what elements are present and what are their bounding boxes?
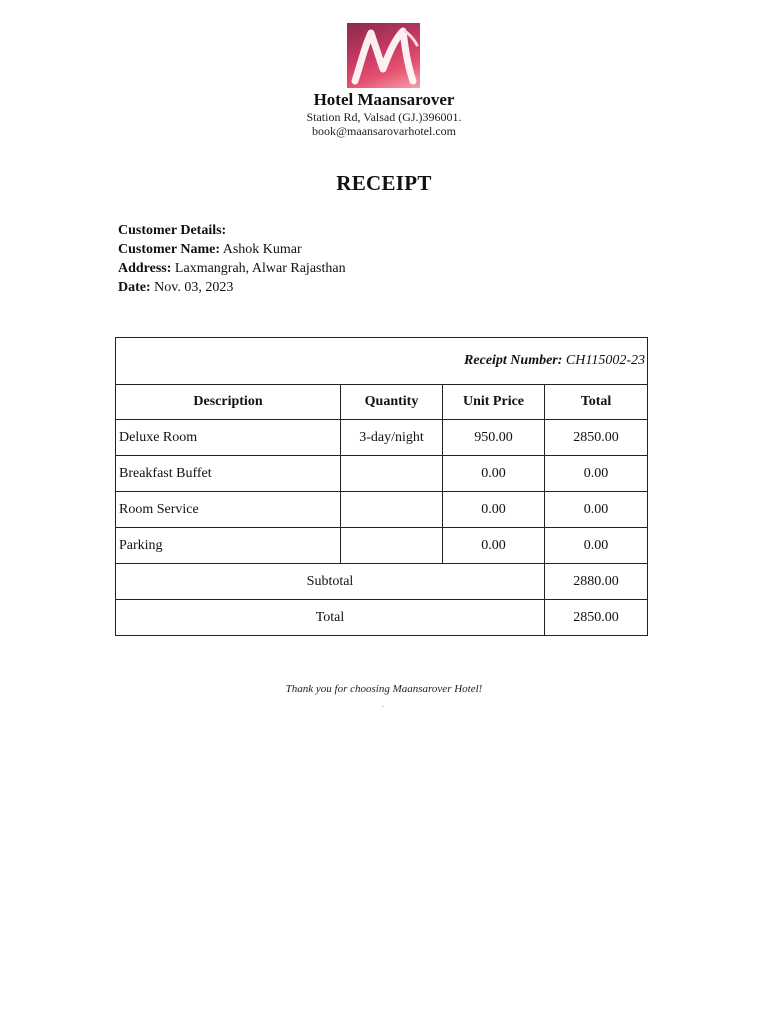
item-quantity: 3-day/night [341, 420, 443, 456]
total-row [116, 600, 648, 636]
receipt-number-cell [116, 338, 648, 385]
item-quantity [341, 528, 443, 564]
column-header-description: Description [116, 385, 341, 420]
item-quantity [341, 456, 443, 492]
receipt-number: CH115002-23 [565, 353, 645, 368]
item-total: 0.00 [545, 456, 648, 492]
customer-details [118, 221, 346, 297]
date-label: Date: [118, 280, 151, 295]
receipt-table [115, 337, 648, 636]
customer-name-label: Customer Name: [118, 242, 220, 257]
total-value: 2850.00 [545, 600, 648, 636]
column-header-unit-price: Unit Price [443, 385, 545, 420]
logo-m-icon [347, 23, 420, 88]
page-title: RECEIPT [336, 171, 432, 195]
subtotal-value: 2880.00 [545, 564, 648, 600]
thank-you-note: Thank you for choosing Maansarover Hotel! [285, 683, 483, 695]
table-row [116, 528, 648, 564]
table-row [116, 456, 648, 492]
hotel-address: Station Rd, Valsad (GJ.)396001. [306, 110, 462, 124]
item-unit-price: 950.00 [443, 420, 545, 456]
customer-details-heading: Customer Details: [118, 223, 227, 238]
customer-name: Ashok Kumar [222, 242, 302, 257]
item-description: Deluxe Room [116, 420, 341, 456]
hotel-email: book@maansarovarhotel.com [311, 124, 456, 138]
item-description: Room Service [116, 492, 341, 528]
item-total: 0.00 [545, 492, 648, 528]
subtotal-label: Subtotal [116, 564, 545, 600]
customer-address-label: Address: [118, 261, 172, 276]
hotel-name: Hotel Maansarover [313, 90, 455, 109]
table-row [116, 420, 648, 456]
item-description: Breakfast Buffet [116, 456, 341, 492]
receipt-date: Nov. 03, 2023 [154, 280, 234, 295]
hotel-logo [347, 23, 420, 88]
receipt-number-label: Receipt Number: [464, 353, 563, 368]
item-unit-price: 0.00 [443, 456, 545, 492]
item-total: 0.00 [545, 528, 648, 564]
total-label: Total [116, 600, 545, 636]
column-header-quantity: Quantity [341, 385, 443, 420]
customer-address: Laxmangrah, Alwar Rajasthan [174, 261, 346, 276]
item-unit-price: 0.00 [443, 528, 545, 564]
item-description: Parking [116, 528, 341, 564]
column-header-total: Total [545, 385, 648, 420]
item-unit-price: 0.00 [443, 492, 545, 528]
item-quantity [341, 492, 443, 528]
subtotal-row [116, 564, 648, 600]
footer-dot: . [382, 700, 384, 709]
item-total: 2850.00 [545, 420, 648, 456]
table-row [116, 492, 648, 528]
